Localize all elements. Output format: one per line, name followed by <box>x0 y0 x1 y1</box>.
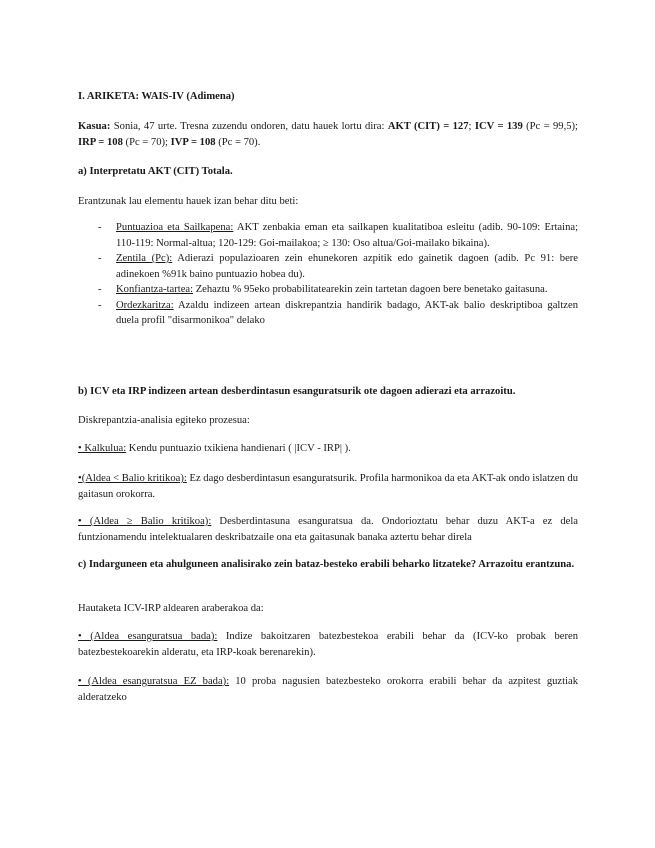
section-b-heading: b) ICV eta IRP indizeen artean desberdintasun esanguratsurik ote dagoen adierazi eta arrazoitu. <box>78 386 516 397</box>
section-c-heading: c) Indarguneen eta ahulguneen analisirako zein bataz-besteko erabili beharko litzateke? Arrazoitu erantzuna. <box>78 559 575 570</box>
section-a-intro: Erantzunak lau elementu hauek izan behar ditu beti: <box>78 196 299 207</box>
case-paragraph: Kasua: Sonia, 47 urte. Tresna zuzendu ondoren, datu hauek lortu dira: AKT (CIT) = 127; ICV = 139 (Pc = 99,5); IRP = 108 (Pc = 70); IVP = 108 (Pc = 70). <box>78 121 578 148</box>
icv-score: ICV = 139 <box>474 121 523 132</box>
calc-paragraph: • Kalkulua: Kendu puntuazio txikiena handienari ( |ICV - IRP| ). <box>78 443 351 454</box>
high-difference-paragraph: • (Aldea ≥ Balio kritikoa): Desberdintasuna esanguratsua da. Ondorioztatu behar duzu AKT-a ez dela funtzionamendu intelektualaren deskribatzaile ona eta gaitasunak banaka aztertu behar direla <box>78 516 578 543</box>
criterion-label: Zentila (Pc): <box>116 253 173 264</box>
section-c-intro: Hautaketa ICV-IRP aldearen araberakoa da: <box>78 603 264 614</box>
document-title: I. ARIKETA: WAIS-IV (Adimena) <box>78 91 235 102</box>
criterion-label: Puntuazioa eta Sailkapena: <box>116 222 234 233</box>
low-difference-paragraph: •(Aldea < Balio kritikoa): Ez dago desberdintasun esanguratsurik. Profila harmonikoa da eta AKT-ak ondo islatzen du gaitasun orokorra. <box>78 473 579 500</box>
criteria-list <box>78 220 578 329</box>
section-b-intro: Diskrepantzia-analisia egiteko prozesua: <box>78 415 250 426</box>
akt-score: AKT (CIT) = 127 <box>387 121 469 132</box>
list-item: - Konfiantza-tartea: Zehaztu % 95eko probabilitatearekin zein tartetan dagoen bere benetako gaitasuna. <box>98 284 548 295</box>
list-item: - Zentila (Pc): Adierazi populazioaren zein ehunekoren azpitik edo gainetik dagoen (adib. Pc 91: bere adinekoen %91k baino puntuazio hobea du). <box>98 253 578 280</box>
section-a-heading: a) Interpretatu AKT (CIT) Totala. <box>78 166 233 177</box>
ivp-score: IVP = 108 <box>170 136 216 148</box>
list-item: - Ordezkaritza: Azaldu indizeen artean diskrepantzia handirik badago, AKT-ak balio deskriptiboa galtzen duela profil "disarmonikoa" delako <box>98 299 578 326</box>
not-significant-paragraph: • (Aldea esanguratsua EZ bada): 10 proba nagusien batezbesteko orokorra erabili behar da azpitest guztiak alderatzeko <box>78 676 579 703</box>
criterion-label: Konfiantza-tartea: <box>116 284 194 295</box>
irp-score: IRP = 108 <box>78 136 123 148</box>
case-label: Kasua: <box>78 121 111 132</box>
list-item: - Puntuazioa eta Sailkapena: AKT zenbakia eman eta sailkapen kualitatiboa esleitu (adib. 90-109: Ertaina; 110-119: Normal-altua; 120-129: Goi-mailakoa; ≥ 130: Oso altua/Goi-mailako bikaina). <box>98 222 579 249</box>
significant-paragraph: • (Aldea esanguratsua bada): Indize bakoitzaren batezbestekoa erabili behar da (ICV-ko probak beren batezbestekoarekin alderatu, eta IRP-koak berenarekin). <box>78 631 578 658</box>
criterion-label: Ordezkaritza: <box>116 299 174 311</box>
